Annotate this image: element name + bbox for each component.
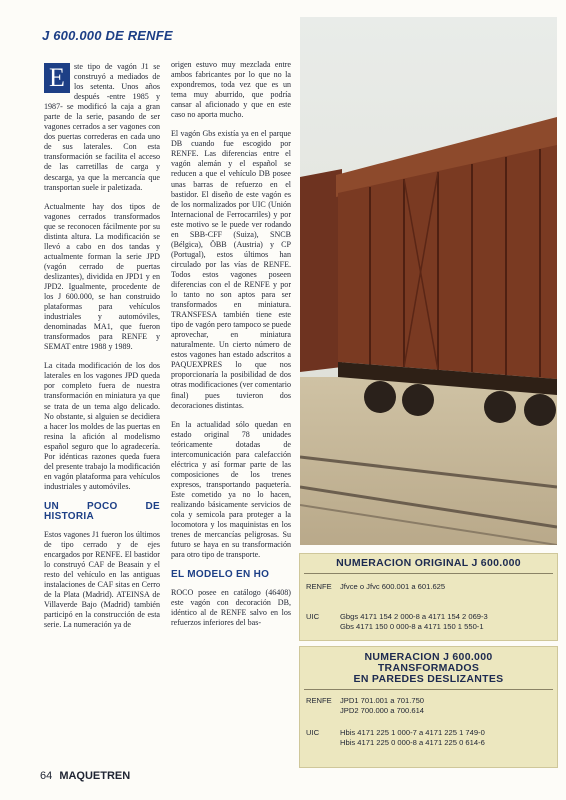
paragraph: La citada modificación de los dos laterales en los vagones JPD queda por completo fuera de nuestra transformación en miniatura ya que se trata de un tema algo delicado. No obstante, si alguien se decidiera a hacer los moldes de las puertas en resina la afición al modelismo español seguro que lo agradecería. Por idénticas razones queda fuera del presente trabajo la modificación en vagón plataforma para vehículos industriales y automóviles. <box>44 361 160 491</box>
wagon-illustration <box>300 17 557 545</box>
paragraph: origen estuvo muy mezclada entre ambos fabricantes por lo que no la expondremos, toda vez que es un tema muy aburrido, que podría cansar al aficionado y que en este caso no aporta mucho. <box>171 60 291 120</box>
numbering-row-uic <box>300 728 557 752</box>
row-label: UIC <box>306 612 320 621</box>
row-value: Hbis 4171 225 1 000-7 a 4171 225 1 749-0 <box>340 728 485 737</box>
paragraph: El vagón Gbs existía ya en el parque DB cuando fue escogido por RENFE. Las diferencias entre el vagón alemán y el español se reducen a que el vehículo DB posee unas barras de refuerzo en el bastidor. El diseño de este vagón es de los normalizados por UIC (Unión Internacional de Ferrocarriles) y por este motivo se le puede ver rodando en SBB-CFF (Suiza), SNCB (Bélgica), ÖBB (Austria) y CP (Portugal), estos últimos han circulado por las vías de RENFE. Todos estos vagones poseen diferencias con el de RENFE y por lo tanto no son aptos para ser transformados en miniatura. TRANSFESA también tiene este tipo de vagón pero tampoco se puede aprovechar, en miniatura naturalmente. Un cierto número de estos vagones han estado adscritos a PAQUEXPRES lo que nos proporcionaría la posibilidad de dos otras modificaciones (ver comentario final) pues tuvieron dos decoraciones distintas. <box>171 129 291 410</box>
paragraph: En la actualidad sólo quedan en estado original 78 unidades teóricamente dotadas de intercomunicación para calefacción eléctrica y así formar parte de las composiciones de los trenes expresos, transportando paquetería. Este cometido ya no lo hacen, realizando básicamente servicios de cola y semicola para proteger a la locomotora y los maquinistas en los trenes de mercancías peligrosas. Su futuro se haya en su transformación para otro tipo de transporte. <box>171 419 291 560</box>
text-column-left <box>44 62 160 639</box>
numbering-box-transformed <box>299 646 558 768</box>
drop-cap: E <box>44 63 70 93</box>
article-title: J 600.000 DE RENFE <box>42 28 173 43</box>
divider <box>304 573 553 574</box>
row-value: Gbgs 4171 154 2 000-8 a 4171 154 2 069-3 <box>340 612 488 621</box>
intro-text: ste tipo de vagón J1 se construyó a mediados de los setenta. Unos años después -entre 1985 y 1987- se modificó la caja a gran parte de la serie, pasando de ser vagones cerrados a ser vagones con dos puertas correderas en cada uno de sus laterales. Con esta transformación se facilita el acceso de las carretillas de carga y descarga, ya que la mercancía que transportan suele ir paletizada. <box>44 62 160 192</box>
row-label: RENFE <box>306 582 332 591</box>
section-heading-model: EL MODELO EN HO <box>171 569 270 581</box>
paragraph: Estos vagones J1 fueron los últimos de tipo cerrado y de ejes encargados por RENFE. El bastidor lo construyó CAF de Beasain y el resto del vehículo en las antiguas instalaciones de CAF sitas en Cerro de la Plata (Madrid). ATEINSA de Villaverde Bajo (Madrid) también participó en la construcción de esta serie. La numeración ya de <box>44 529 160 630</box>
divider <box>304 689 553 690</box>
row-value: JPD2 700.000 a 700.614 <box>340 706 425 715</box>
row-label: UIC <box>306 728 320 737</box>
magazine-name: MAQUETREN <box>59 770 131 782</box>
box-title: NUMERACION J 600.000 <box>364 651 493 663</box>
wagon-photo <box>300 17 557 545</box>
box-title: EN PAREDES DESLIZANTES <box>353 673 504 685</box>
numbering-row-uic <box>300 612 557 636</box>
row-value: JPD1 701.001 a 701.750 <box>340 696 425 705</box>
text-column-middle <box>171 60 291 637</box>
page-number: 64 <box>40 770 53 782</box>
row-label: RENFE <box>306 696 332 705</box>
box-title: TRANSFORMADOS <box>377 662 480 674</box>
numbering-row-renfe <box>300 696 557 728</box>
numbering-box-original <box>299 553 558 641</box>
section-heading-history: UN POCO DE HISTORIA <box>44 500 160 522</box>
box-title: NUMERACION ORIGINAL J 600.000 <box>336 557 521 569</box>
numbering-row-renfe <box>300 582 557 612</box>
paragraph: Actualmente hay dos tipos de vagones cerrados transformados que se reconocen fácilmente por su distinta altura. La modificación se llevó a cabo en dos tandas y actualmente forman la serie JPD (vagón cerrado de puertas deslizantes), dividida en JPD1 y en JPD2. Igualmente, procedente de los J 600.000, se han construido plataformas para vehículos industriales y automóviles, denominadas MA1, que fueron transformados para RENFE y SEMAT entre 1988 y 1989. <box>44 201 160 352</box>
row-value: Hbis 4171 225 0 000-8 a 4171 225 0 614-6 <box>340 738 485 747</box>
row-value: Gbs 4171 150 0 000-8 a 4171 150 1 550-1 <box>340 622 484 631</box>
row-value: Jfvce o Jfvc 600.001 a 601.625 <box>340 582 446 591</box>
page-footer <box>40 770 130 782</box>
paragraph: ROCO posee en catálogo (46408) este vagón con decoración DB, idéntico al de RENFE salvo en los refuerzos inferiores del bas- <box>171 588 291 628</box>
intro-paragraph <box>44 62 160 193</box>
